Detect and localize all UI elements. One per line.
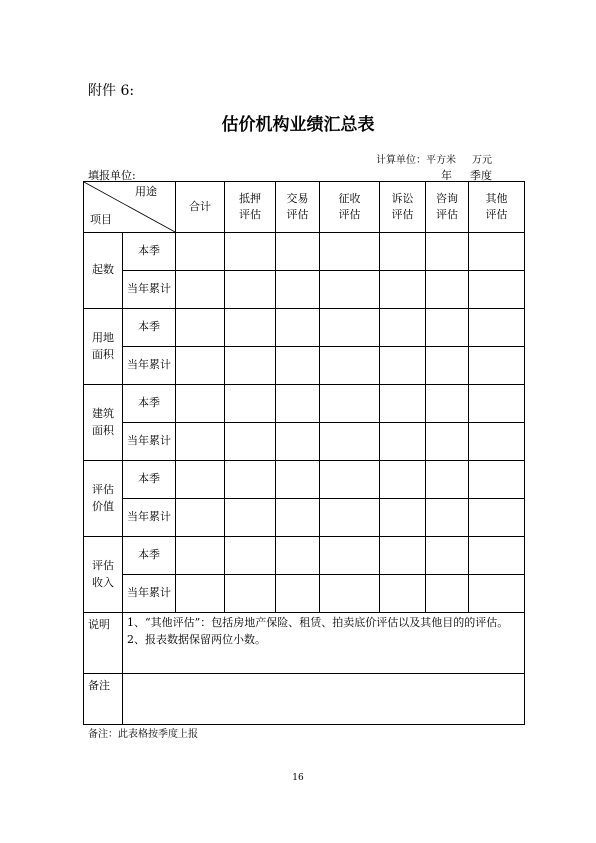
header-row — [84, 182, 525, 233]
column-header — [380, 182, 426, 233]
data-cell — [225, 537, 276, 575]
cell-text-line: 建筑 — [92, 407, 114, 420]
table-row — [84, 575, 525, 613]
data-cell — [320, 461, 380, 499]
row-sub-label: 本季 — [123, 233, 176, 271]
remark-cell — [123, 674, 525, 725]
data-cell — [380, 233, 426, 271]
data-cell — [426, 461, 469, 499]
cell-text-line: 评估 — [92, 559, 114, 572]
data-cell — [276, 575, 320, 613]
data-cell — [225, 309, 276, 347]
column-header — [276, 182, 320, 233]
data-cell — [380, 461, 426, 499]
cell-text-line: 评估 — [485, 208, 508, 221]
data-cell — [276, 233, 320, 271]
data-cell — [176, 575, 225, 613]
data-cell — [276, 271, 320, 309]
data-cell — [320, 347, 380, 385]
data-cell — [176, 309, 225, 347]
data-cell — [426, 423, 469, 461]
data-cell — [469, 271, 525, 309]
data-cell — [276, 537, 320, 575]
data-cell — [426, 271, 469, 309]
column-header — [469, 182, 525, 233]
row-sub-label: 当年累计 — [123, 271, 176, 309]
data-cell — [380, 385, 426, 423]
data-cell — [176, 233, 225, 271]
table-row — [84, 461, 525, 499]
cell-text-line: 评估 — [286, 208, 309, 221]
row-sub-label: 当年累计 — [123, 423, 176, 461]
table-row — [84, 499, 525, 537]
period-year: 年 — [441, 169, 452, 182]
row-group-label — [84, 385, 123, 461]
footer-note: 备注：此表格按季度上报 — [88, 729, 198, 740]
data-cell — [426, 309, 469, 347]
summary-table-body — [84, 182, 525, 725]
cell-text-line: 诉讼 — [391, 191, 414, 205]
row-group-label — [84, 309, 123, 385]
row-sub-label: 本季 — [123, 309, 176, 347]
cell-text-line: 价值 — [92, 499, 114, 513]
data-cell — [176, 461, 225, 499]
notes-label: 说明 — [84, 613, 123, 674]
data-cell — [320, 575, 380, 613]
data-cell — [469, 575, 525, 613]
row-group-label — [84, 233, 123, 309]
row-sub-label: 当年累计 — [123, 575, 176, 613]
data-cell — [469, 423, 525, 461]
cell-text-line: 征收 — [338, 191, 361, 205]
summary-table — [83, 181, 525, 725]
data-cell — [380, 423, 426, 461]
data-cell — [426, 575, 469, 613]
data-cell — [225, 233, 276, 271]
data-cell — [225, 461, 276, 499]
data-cell — [469, 347, 525, 385]
table-row — [84, 271, 525, 309]
row-group-label — [84, 537, 123, 613]
data-cell — [320, 499, 380, 537]
data-cell — [380, 309, 426, 347]
units-wan: 万元 — [472, 155, 492, 166]
data-cell — [469, 233, 525, 271]
column-header — [176, 182, 225, 233]
cell-text-line: 合计 — [189, 199, 211, 213]
data-cell — [176, 423, 225, 461]
cell-text-line: 评估 — [239, 208, 261, 221]
cell-text-line: 交易 — [286, 191, 309, 205]
page-number: 16 — [292, 773, 304, 783]
page-title: 估价机构业绩汇总表 — [221, 115, 375, 135]
row-group-label — [84, 461, 123, 537]
data-cell — [276, 499, 320, 537]
data-cell — [380, 347, 426, 385]
column-header — [320, 182, 380, 233]
remark-label: 备注 — [84, 674, 123, 725]
cell-text-line: 面积 — [92, 423, 114, 437]
data-cell — [176, 537, 225, 575]
cell-text-line: 抵押 — [239, 191, 261, 205]
data-cell — [225, 271, 276, 309]
data-cell — [176, 385, 225, 423]
diag-top-label: 用途 — [135, 185, 157, 198]
data-cell — [320, 309, 380, 347]
data-cell — [426, 385, 469, 423]
data-cell — [276, 423, 320, 461]
cell-text-line: 收入 — [92, 575, 114, 589]
cell-text-line: 起数 — [92, 263, 114, 277]
data-cell — [320, 271, 380, 309]
cell-text-line: 评估 — [436, 208, 458, 221]
data-cell — [380, 271, 426, 309]
data-cell — [225, 347, 276, 385]
data-cell — [426, 233, 469, 271]
table-row — [84, 385, 525, 423]
data-cell — [225, 385, 276, 423]
diag-bottom-label: 项目 — [90, 212, 112, 226]
data-cell — [276, 347, 320, 385]
data-cell — [225, 423, 276, 461]
data-cell — [176, 271, 225, 309]
row-sub-label: 当年累计 — [123, 347, 176, 385]
row-sub-label: 当年累计 — [123, 499, 176, 537]
row-sub-label: 本季 — [123, 385, 176, 423]
column-header — [225, 182, 276, 233]
cell-text-line: 评估 — [338, 208, 361, 221]
data-cell — [426, 347, 469, 385]
cell-text-line: 用地 — [92, 331, 114, 344]
table-row — [84, 309, 525, 347]
data-cell — [276, 309, 320, 347]
cell-text-line: 2、报表数据保留两位小数。 — [127, 632, 266, 646]
data-cell — [276, 461, 320, 499]
data-cell — [469, 461, 525, 499]
table-row — [84, 347, 525, 385]
row-sub-label: 本季 — [123, 537, 176, 575]
cell-text-line: 其他 — [485, 191, 508, 205]
data-cell — [380, 537, 426, 575]
table-row — [84, 233, 525, 271]
filler-label: 填报单位: — [88, 169, 136, 182]
period-season: 季度 — [470, 169, 492, 182]
data-cell — [469, 537, 525, 575]
data-cell — [380, 499, 426, 537]
column-header — [426, 182, 469, 233]
data-cell — [469, 385, 525, 423]
data-cell — [320, 233, 380, 271]
attachment-label: 附件 6: — [88, 83, 135, 99]
data-cell — [276, 385, 320, 423]
data-cell — [176, 499, 225, 537]
notes-text — [123, 613, 525, 674]
data-cell — [426, 537, 469, 575]
data-cell — [469, 309, 525, 347]
data-cell — [320, 423, 380, 461]
cell-text-line: 评估 — [92, 483, 114, 496]
cell-text-line: 评估 — [391, 208, 414, 221]
cell-text-line: 咨询 — [436, 191, 458, 205]
data-cell — [225, 575, 276, 613]
data-cell — [380, 575, 426, 613]
data-cell — [320, 537, 380, 575]
cell-text-line: 面积 — [92, 347, 114, 361]
remark-row — [84, 674, 525, 725]
data-cell — [225, 499, 276, 537]
data-cell — [426, 499, 469, 537]
table-row — [84, 537, 525, 575]
data-cell — [176, 347, 225, 385]
row-sub-label: 本季 — [123, 461, 176, 499]
data-cell — [469, 499, 525, 537]
data-cell — [320, 385, 380, 423]
table-row — [84, 423, 525, 461]
units-line — [376, 151, 492, 166]
units-label: 计算单位：平方米 — [376, 155, 456, 166]
cell-text-line: 1、“其他评估”：包括房地产保险、租赁、拍卖底价评估以及其他目的的评估。 — [127, 616, 509, 629]
diagonal-header-cell — [84, 182, 176, 233]
notes-row — [84, 613, 525, 674]
